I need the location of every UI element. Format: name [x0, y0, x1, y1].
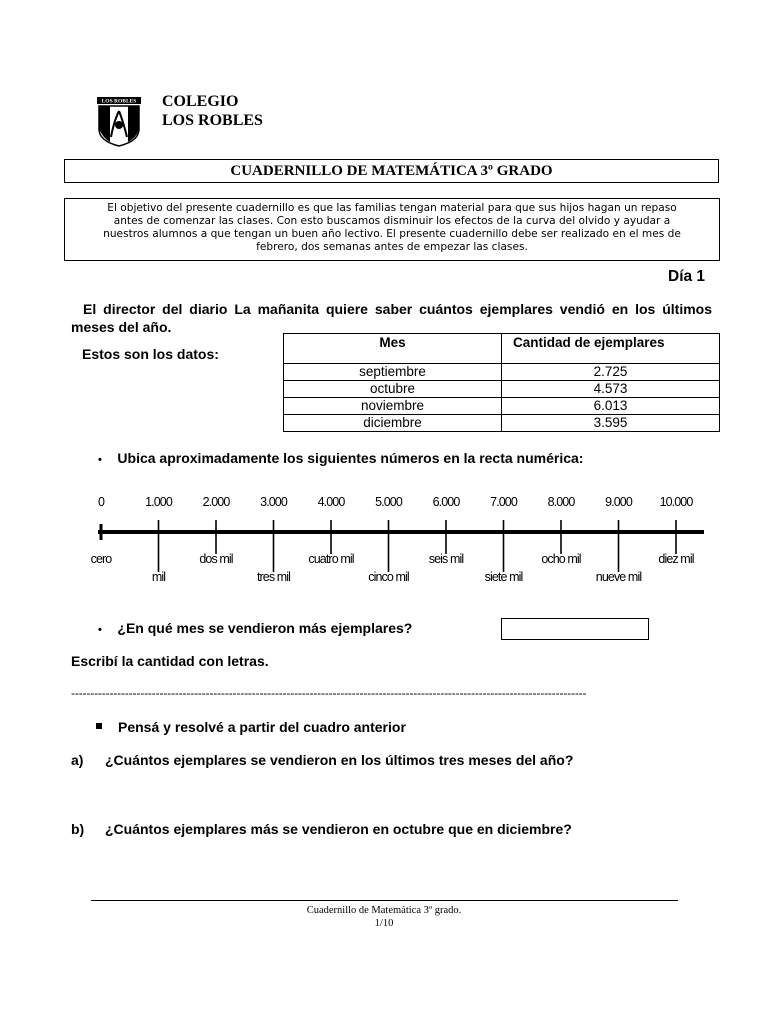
- tick-number-label: 7.000: [490, 495, 517, 509]
- tick-number-label: 4.000: [317, 495, 345, 509]
- tick-word-label: tres mil: [256, 570, 291, 584]
- tick-word-label: diez mil: [658, 552, 694, 566]
- logo-text: LOS ROBLES: [101, 98, 137, 105]
- document-title: CUADERNILLO DE MATEMÁTICA 3º GRADO: [64, 159, 719, 183]
- tick-word-label: dos mil: [199, 552, 233, 566]
- tick-number-label: 10.000: [659, 495, 693, 509]
- table-row: [284, 415, 720, 432]
- footer-rule: [91, 900, 678, 901]
- school-name-line1: COLEGIO: [162, 93, 239, 110]
- question-a-text: ¿Cuántos ejemplares se vendieron en los últimos tres meses del año?: [105, 752, 574, 768]
- column-header-month: Mes: [284, 334, 502, 364]
- number-line-instruction-text: Ubica aproximadamente los siguientes números en la recta numérica:: [117, 450, 584, 466]
- table-row: [284, 398, 720, 415]
- intro-line: antes de comenzar las clases. Con esto buscamos disminuir los efectos de la curva del olvido y ayudar a: [113, 215, 671, 227]
- month-question: [98, 620, 412, 636]
- tick-word-label: cero: [90, 552, 112, 566]
- month-question-text: ¿En qué mes se vendieron más ejemplares?: [117, 620, 413, 636]
- tick-word-label: siete mil: [484, 570, 523, 584]
- tick-number-label: 1.000: [145, 495, 172, 509]
- question-a-letter: a): [71, 752, 84, 768]
- month-answer-box[interactable]: [501, 618, 649, 640]
- tick-number-label: 8.000: [547, 495, 575, 509]
- school-name-line2: LOS ROBLES: [162, 112, 263, 129]
- footer: [0, 904, 768, 930]
- tick-number-label: 0: [97, 495, 105, 509]
- tick-word-label: ocho mil: [541, 552, 581, 566]
- table-row: [284, 381, 720, 398]
- question-b-letter: b): [71, 821, 85, 837]
- sales-table: [283, 333, 720, 432]
- table-cell-month: noviembre: [284, 398, 502, 415]
- bullet-icon: •: [98, 454, 102, 466]
- intro-paragraph: [64, 198, 720, 261]
- bullet-icon: •: [98, 624, 102, 636]
- intro-line: El objetivo del presente cuadernillo es que las familias tengan material para que sus hijos hagan un repaso: [107, 202, 677, 214]
- tick-number-label: 2.000: [202, 495, 230, 509]
- intro-line: febrero, dos semanas antes de empezar las clases.: [256, 241, 528, 253]
- column-header-quantity: Cantidad de ejemplares: [502, 334, 720, 364]
- data-intro-label: Estos son los datos:: [82, 346, 219, 362]
- table-cell-month: octubre: [284, 381, 502, 398]
- table-cell-quantity: 2.725: [502, 364, 720, 381]
- think-and-solve-heading: Pensá y resolvé a partir del cuadro anterior: [118, 719, 406, 735]
- tick-number-label: 3.000: [260, 495, 287, 509]
- number-line: [80, 488, 720, 588]
- page-number: 1/10: [374, 918, 394, 929]
- tick-word-label: cinco mil: [368, 570, 409, 584]
- tick-number-label: 6.000: [432, 495, 460, 509]
- school-crest-logo: [97, 97, 141, 147]
- table-cell-quantity: 4.573: [502, 381, 720, 398]
- tick-number-label: 5.000: [375, 495, 402, 509]
- table-cell-quantity: 6.013: [502, 398, 720, 415]
- tick-word-label: nueve mil: [595, 570, 642, 584]
- question-b-text: ¿Cuántos ejemplares más se vendieron en octubre que en diciembre?: [105, 821, 572, 837]
- day-heading: Día 1: [668, 268, 706, 285]
- write-in-words-instruction: Escribí la cantidad con letras.: [71, 653, 269, 669]
- intro-line: nuestros alumnos a que tengan un buen año lectivo. El presente cuadernillo debe ser realizado en el mes de: [103, 228, 681, 240]
- footer-title: Cuadernillo de Matemática 3º grado.: [306, 905, 462, 916]
- tick-word-label: mil: [151, 570, 166, 584]
- number-line-instruction: [98, 450, 583, 466]
- table-cell-month: septiembre: [284, 364, 502, 381]
- table-row: [284, 364, 720, 381]
- table-cell-quantity: 3.595: [502, 415, 720, 432]
- tick-word-label: seis mil: [428, 552, 464, 566]
- tick-number-label: 9.000: [605, 495, 632, 509]
- table-header-row: [284, 334, 720, 364]
- square-bullet-icon: [96, 723, 102, 729]
- problem-statement: El director del diario La mañanita quiere saber cuántos ejemplares vendió en los últimos meses del año.: [71, 301, 712, 335]
- tick-word-label: cuatro mil: [308, 552, 354, 566]
- answer-dashed-line[interactable]: --------------------------------------------------------------------------------------------------------------------------------------: [71, 686, 587, 700]
- table-cell-month: diciembre: [284, 415, 502, 432]
